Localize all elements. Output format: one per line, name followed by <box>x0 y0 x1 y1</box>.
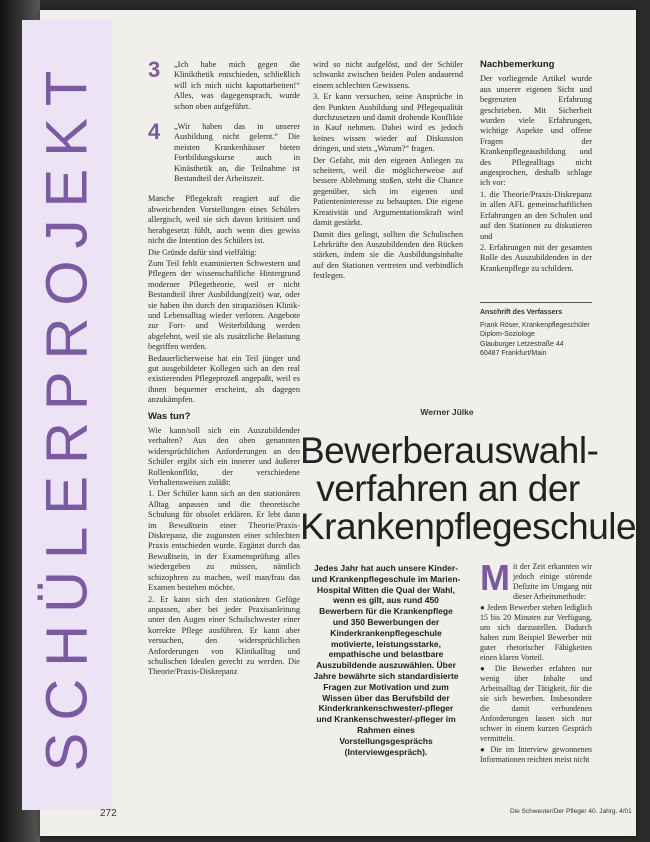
headline-line: Bewerberauswahl- <box>300 430 599 471</box>
section-title-vertical <box>23 20 111 810</box>
question-3 <box>148 57 300 112</box>
headline-line: verfahren an der <box>316 468 580 509</box>
article-author: Werner Jülke <box>420 407 474 417</box>
bullet-item: ● Die Bewerber erfahren nur wenig über Inhalte und Arbeitsalltag der Tätigkeit, für die sie sich bewerben. Insbesondere die damit verbundenen Anforderungen lassen sich nur schwer in einem kurzen Gespräch vermitteln. <box>480 664 592 743</box>
question-number: 4 <box>148 122 168 142</box>
page-footer: Die Schwester/Der Pfleger 40. Jahrg. 4/01 <box>510 808 632 815</box>
question-number: 3 <box>148 60 168 80</box>
paragraph: 3. Er kann versuchen, seine Ansprüche in den Punkten Ausbildung und Pflegequalität durchzusetzen und damit drohende Konflikte in Kauf nehmen. Dabei wird es jedoch keines wissen wieder auf Diskussion dringen, und stets „Warum?“ fragen. <box>313 92 463 154</box>
address-line: 60487 Frankfurt/Main <box>480 350 547 357</box>
question-text: „Wir haben das in unserer Ausbildung nicht gelernt.“ Die meisten Krankenhäuser bieten Fortbildungskurse auch in Kinästhetik an, die Teilnahme ist Bestandteil der Arbeitszeit. <box>174 122 300 184</box>
paragraph: Zum Teil fehlt examinierten Schwestern und Pflegern der wissenschaftliche Hintergrund moderner Pflegetheorie, weil er nicht Bestandteil ihrer Ausbildung(zeit) war, oder sie haben ihn durch den strapaziösen Klinik- und Lebensalltag wieder verloren. Angebote zur Fort- und Weiterbildung werden abgelehnt, weil sie als zusätzliche Belastung begriffen werden. <box>148 258 300 352</box>
section-heading: Was tun? <box>148 410 191 422</box>
paragraph: Der Gefahr, mit den eigenen Anliegen zu scheitern, weil die möglicherweise auf bessere Ablehnung stoßen, steht die Chance gegenüber, sich im eigenen und Patienteninteresse zu behaupten. Die eigene Kreativität und Argumentationskraft wird damit gestärkt. <box>313 155 463 228</box>
question-text: „Ich habe mich gegen die Klinikthetik entschieden, schließlich will ich mich nicht kaputtarbeiten!“ Alles, was dagegensprach, wurde schon oben aufgeführt. <box>174 60 300 111</box>
question-4 <box>148 119 300 184</box>
author-address <box>480 308 592 359</box>
column-2 <box>313 60 463 283</box>
column-1 <box>148 57 300 679</box>
paragraph: 1. Der Schüler kann sich an den stationären Alltag anpassen und die theoretische Schulung für obsolet erklären. Er lebt dann im Bewußtsein einer Theorie/Praxis-Diskrepanz, die zugunsten einer schlechten Praxis entschieden wurde. Ergänzt durch das Bewußtsein, in der Examensprüfung alles wiedergeben zu müssen, nämlich schizophren zu machen, weil man/frau das Examen bestehen möchte. <box>148 489 300 593</box>
paragraph: Bedauerlicherweise hat ein Teil jünger und gut ausgebildeter Kollegen sich an den real existierenden Pflegeprozeß angepaßt, weil es ihnen bequemer erscheint, als dagegen anzukämpfen. <box>148 353 300 405</box>
paragraph: 2. Erfahrungen mit der gesamten Rolle des Auszubildenden in der Krankenpflege zu schildern. <box>480 242 592 273</box>
author-label: Anschrift des Verfassers <box>480 309 563 316</box>
address-line: Diplom-Soziologe <box>480 331 535 338</box>
drop-cap: M <box>480 557 510 598</box>
article-lead: Jedes Jahr hat auch unsere Kinder- und Krankenpflegeschule im Marien-Hospital Witten die Qual der Wahl, wenn es gilt, aus rund 450 Bewerbern für die Krankenpflege und 350 Bewerbungen der Kinderkrankenpflegeschule motivierte, leistungsstarke, empathische und belastbare Auszubildende auszuwählen. Über Jahre bewährte sich standardisierte Fragen zur Motivation und zum Wissen über das Berufsbild der Kinderkrankenschwester/-pfleger und Krankenschwester/-pfleger im Rahmen eines Vorstellungsgesprächs (Interviewgespräch). <box>311 563 461 757</box>
paragraph: Der vorliegende Artikel wurde aus unserer eigenen Sicht und begrenzten Erfahrung geschrieben. Mit Sicherheit wurden viele Erfahrungen, wichtige Aspekte und offene Fragen der Krankenpflegeausbildung und des Pflegealltags nicht angesprochen, deshalb schlage ich vor: <box>480 74 592 188</box>
article-body <box>480 557 592 766</box>
paragraph-text: it der Zeit erkannten wir jedoch einige störende Defizite im Umgang mit dieser Arbeitsmethode: <box>513 562 592 601</box>
section-heading: Nachbemerkung <box>480 59 555 70</box>
column-3 <box>480 60 592 275</box>
page-number: 272 <box>100 808 117 819</box>
headline-line: Krankenpflegeschule <box>300 506 637 547</box>
section-title-text: SCHÜLERPROJEKT <box>34 58 100 772</box>
paragraph: Damit dies gelingt, sollten die Schulischen Lehrkräfte den Auszubildenden den Rücken stärken, indem sie die Ausbildungsinhalte auf den Stationen vertreten und verbindlich festlegen. <box>313 229 463 281</box>
paragraph: Manche Pflegekraft reagiert auf die abweichenden Vorstellungen eines Schülers allergisch, weil sie sich davon kritisiert und herabgesetzt fühlt, auch wenn dies gewiss nicht die Intention des Schülers ist. <box>148 194 300 246</box>
paragraph: Die Gründe dafür sind vielfältig: <box>148 247 257 257</box>
article-first-paragraph <box>480 557 592 602</box>
paragraph: wird so nicht aufgelöst, und der Schüler schwankt zwischen beiden Polen andauernd einem schlechten Gewissens. <box>313 60 463 90</box>
address-line: Glauburger Letzestraße 44 <box>480 340 564 348</box>
paragraph: Wie kann/soll sich ein Auszubildender verhalten? Aus den oben genannten widersprüchlichen Anforderungen an den Schüler ergibt sich ein innerer und äußerer Rollenkonflikt, der verschiedene Verhaltensweisen zuläßt: <box>148 426 300 488</box>
bullet-item: ● Die im Interview gewonnenen Informationen reichten meist nicht <box>480 745 592 764</box>
paragraph: 2. Er kann sich den stationären Gefüge anpassen, aber bei jeder Praxisanleitung unter den Augen einer Schulschwester einer korrekte Pflege ausführen. Er kann aber versuchen, den widersprüchlichen Anforderungen von Klinikalltag und schulischen Idealen gerecht zu werden. Die Theorie/Praxis-Diskrepanz <box>148 594 300 677</box>
article-headline <box>300 430 637 547</box>
bullet-item: ● Jedem Bewerber stehen lediglich 15 bis 20 Minuten zur Verfügung, um sich darzustellen. Dadurch haben zum Beispiel Bewerber mit guter rhetorischer Fähigkeiten einen klaren Vorteil. <box>480 603 592 662</box>
divider <box>480 302 592 303</box>
address-line: Frank Röser, Krankenpflegeschüler <box>480 321 590 329</box>
paragraph: 1. die Theorie/Praxis-Diskrepanz in allen AFL gemeinschaftlichen Erfahrungen an den Schulen und auf den Stationen zu diskutieren und <box>480 189 592 241</box>
